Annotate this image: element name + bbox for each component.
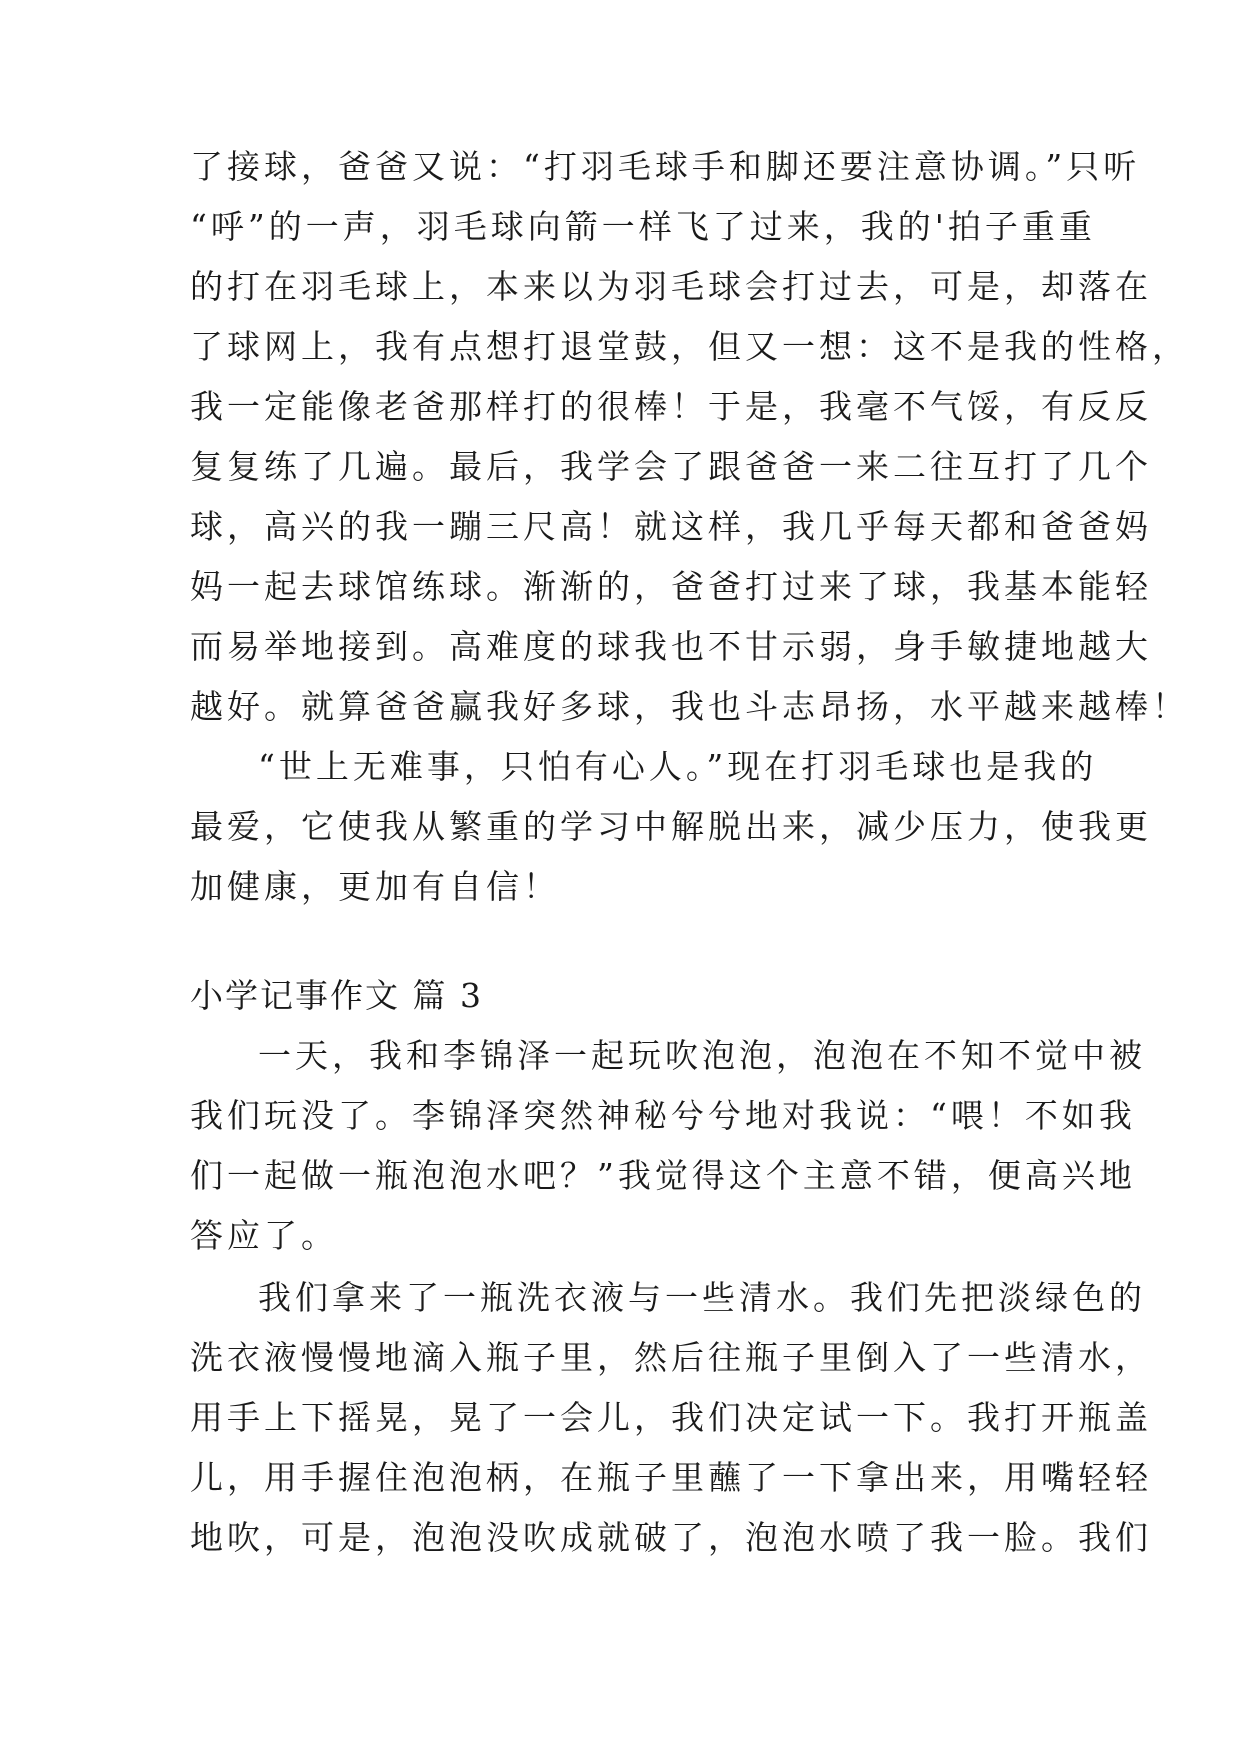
text-line: 加健康，更加有自信！ (190, 867, 560, 906)
text-line: 我们拿来了一瓶洗衣液与一些清水。我们先把淡绿色的 (258, 1278, 1146, 1317)
text-line: 了球网上，我有点想打退堂鼓，但又一想：这不是我的性格， (190, 327, 1189, 366)
paragraph-bubbles-making (190, 1268, 1152, 1568)
text-line: 而易举地接到。高难度的球我也不甘示弱，身手敏捷地越大 (190, 627, 1152, 666)
text-line: 儿，用手握住泡泡柄，在瓶子里蘸了一下拿出来，用嘴轻轻 (190, 1458, 1152, 1497)
text-line: 复复练了几遍。最后，我学会了跟爸爸一来二往互打了几个 (190, 447, 1152, 486)
text-line: 们一起做一瓶泡泡水吧？”我觉得这个主意不错，便高兴地 (190, 1156, 1136, 1195)
text-line: 我们玩没了。李锦泽突然神秘兮兮地对我说：“喂！不如我 (190, 1096, 1136, 1135)
heading-text: 小学记事作文 篇 3 (190, 976, 483, 1015)
text-line: 用手上下摇晃，晃了一会儿，我们决定试一下。我打开瓶盖 (190, 1398, 1152, 1437)
paragraph-bubbles-intro (190, 1026, 1146, 1266)
text-line: 的打在羽毛球上，本来以为羽毛球会打过去，可是，却落在 (190, 267, 1152, 306)
text-line: 了接球，爸爸又说：“打羽毛球手和脚还要注意协调。”只听 (190, 147, 1141, 186)
text-line: 地吹，可是，泡泡没吹成就破了，泡泡水喷了我一脸。我们 (190, 1518, 1152, 1557)
text-line: “呼”的一声，羽毛球向箭一样飞了过来，我的'拍子重重 (190, 207, 1096, 246)
text-line: 球，高兴的我一蹦三尺高！就这样，我几乎每天都和爸爸妈 (190, 507, 1152, 546)
text-line: 答应了。 (190, 1216, 338, 1255)
text-line: 我一定能像老爸那样打的很棒！于是，我毫不气馁，有反反 (190, 387, 1152, 426)
paragraph-conclusion (190, 737, 1152, 917)
section-heading (190, 966, 1050, 1026)
text-line: 妈一起去球馆练球。渐渐的，爸爸打过来了球，我基本能轻 (190, 567, 1152, 606)
text-line: 洗衣液慢慢地滴入瓶子里，然后往瓶子里倒入了一些清水， (190, 1338, 1152, 1377)
text-line: 越好。就算爸爸赢我好多球，我也斗志昂扬，水平越来越棒！ (190, 687, 1189, 726)
paragraph-badminton-practice (190, 137, 1189, 737)
text-line: 最爱，它使我从繁重的学习中解脱出来，减少压力，使我更 (190, 807, 1152, 846)
text-line: “世上无难事，只怕有心人。”现在打羽毛球也是我的 (258, 747, 1098, 786)
text-line: 一天，我和李锦泽一起玩吹泡泡，泡泡在不知不觉中被 (258, 1036, 1146, 1075)
